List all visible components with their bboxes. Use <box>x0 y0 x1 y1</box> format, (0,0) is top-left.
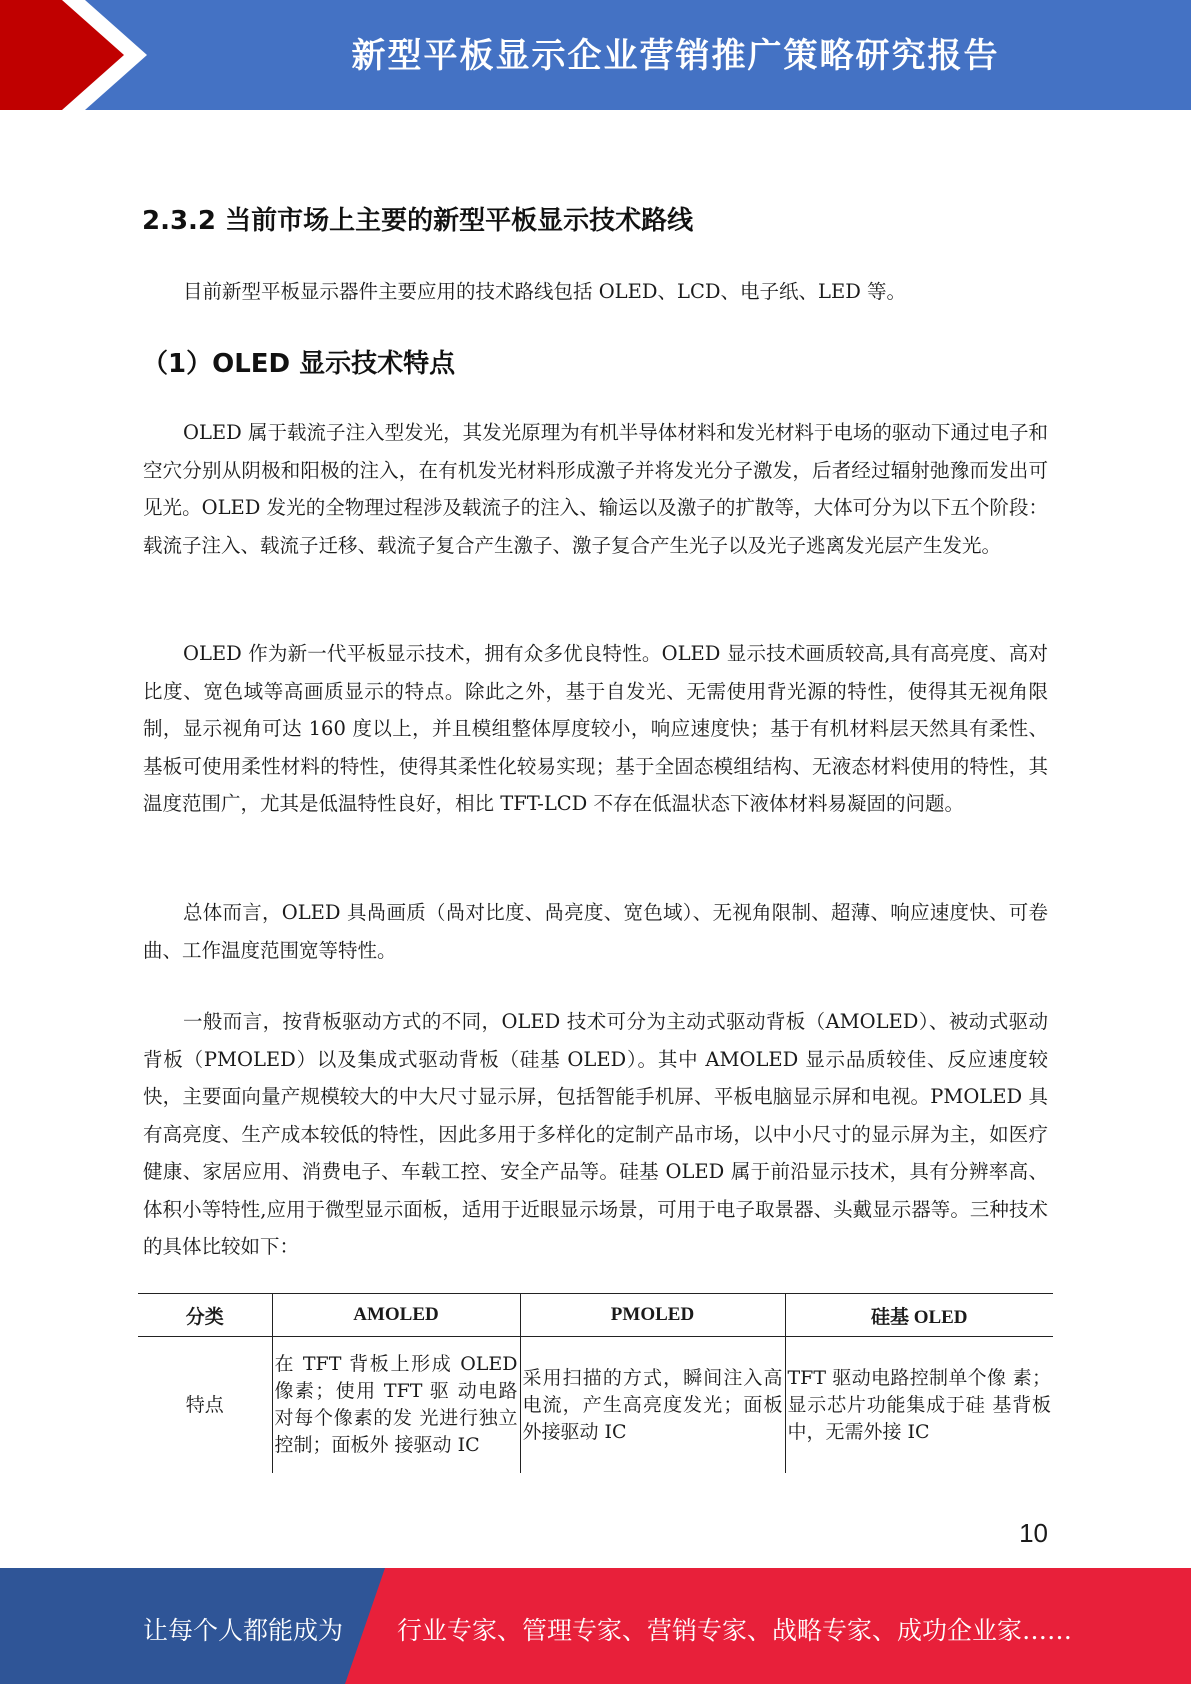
comparison-table <box>138 1293 1053 1473</box>
footer-slogan-right: 行业专家、管理专家、营销专家、战略专家、成功企业家…… <box>397 1616 1073 1645</box>
table-cell-amoled: 在 TFT 背板上形成 OLED 像素；使用 TFT 驱 动电路对每个像素的发 光进行独立控制；面板外 接驱动 IC <box>272 1337 520 1474</box>
table-header-category: 分类 <box>138 1294 272 1337</box>
table-header-row <box>138 1294 1053 1337</box>
table-row <box>138 1337 1053 1474</box>
page-number: 10 <box>1019 1518 1048 1548</box>
footer-slogan-left: 让每个人都能成为 <box>143 1616 344 1645</box>
footer-banner <box>0 1568 1191 1684</box>
intro-paragraph: 目前新型平板显示器件主要应用的技术路线包括 OLED、LCD、电子纸、LED 等。 <box>183 280 907 303</box>
paragraph-oled-summary: 总体而言，OLED 具咼画质（咼对比度、咼亮度、宽色域）、无视角限制、超薄、响应速度快、可卷曲、工作温度范围宽等特性。 <box>143 901 1048 962</box>
table-header-pmoled: PMOLED <box>520 1294 785 1337</box>
table-cell-pmoled: 采用扫描的方式，瞬间注入高电流，产生高亮度发光；面板外接驱动 IC <box>520 1337 785 1474</box>
paragraph-oled-types: 一般而言，按背板驱动方式的不同，OLED 技术可分为主动式驱动背板（AMOLED）、被动式驱动背板（PMOLED）以及集成式驱动背板（硅基 OLED）。其中 AMOLED 显示品质较佳、反应速度较快，主要面向量产规模较大的中大尺寸显示屏，包括智能手机屏、平板电脑显示屏和电视。PMOLED 具有高亮度、生产成本较低的特性，因此多用于多样化的定制产品市场，以中小尺寸的显示屏为主，如医疗健康、家居应用、消费电子、车载工控、安全产品等。硅基 OLED 属于前沿显示技术，具有分辨率高、体积小等特性,应用于微型显示面板，适用于近眼显示场景，可用于电子取景器、头戴显示器等。三种技术的具体比较如下： <box>143 1010 1048 1258</box>
table-cell-category: 特点 <box>185 1393 224 1416</box>
table-header-silicon-oled: 硅基 OLED <box>785 1294 1053 1337</box>
header-banner <box>0 0 1191 110</box>
subsection-heading: （1）OLED 显示技术特点 <box>142 349 456 379</box>
paragraph-oled-advantages: OLED 作为新一代平板显示技术，拥有众多优良特性。OLED 显示技术画质较高,具有高亮度、高对比度、宽色域等高画质显示的特点。除此之外，基于自发光、无需使用背光源的特性，使得其无视角限制，显示视角可达 160 度以上，并且模组整体厚度较小，响应速度快；基于有机材料层天然具有柔性、基板可使用柔性材料的特性，使得其柔性化较易实现；基于全固态模组结构、无液态材料使用的特性，其温度范围广，尤其是低温特性良好，相比 TFT-LCD 不存在低温状态下液体材料易凝固的问题。 <box>143 642 1048 815</box>
report-title: 新型平板显示企业营销推广策略研究报告 <box>351 36 1000 76</box>
table-header-amoled: AMOLED <box>272 1294 520 1337</box>
table-cell-silicon-oled: TFT 驱动电路控制单个像 素；显示芯片功能集成于硅 基背板中，无需外接 IC <box>785 1337 1053 1474</box>
section-heading: 2.3.2 当前市场上主要的新型平板显示技术路线 <box>142 206 694 236</box>
paragraph-oled-principle: OLED 属于载流子注入型发光，其发光原理为有机半导体材料和发光材料于电场的驱动下通过电子和空穴分别从阴极和阳极的注入，在有机发光材料形成激子并将发光分子激发，后者经过辐射弛豫而发出可见光。OLED 发光的全物理过程涉及载流子的注入、输运以及激子的扩散等，大体可分为以下五个阶段：载流子注入、载流子迁移、载流子复合产生激子、激子复合产生光子以及光子逃离发光层产生发光。 <box>143 421 1048 557</box>
